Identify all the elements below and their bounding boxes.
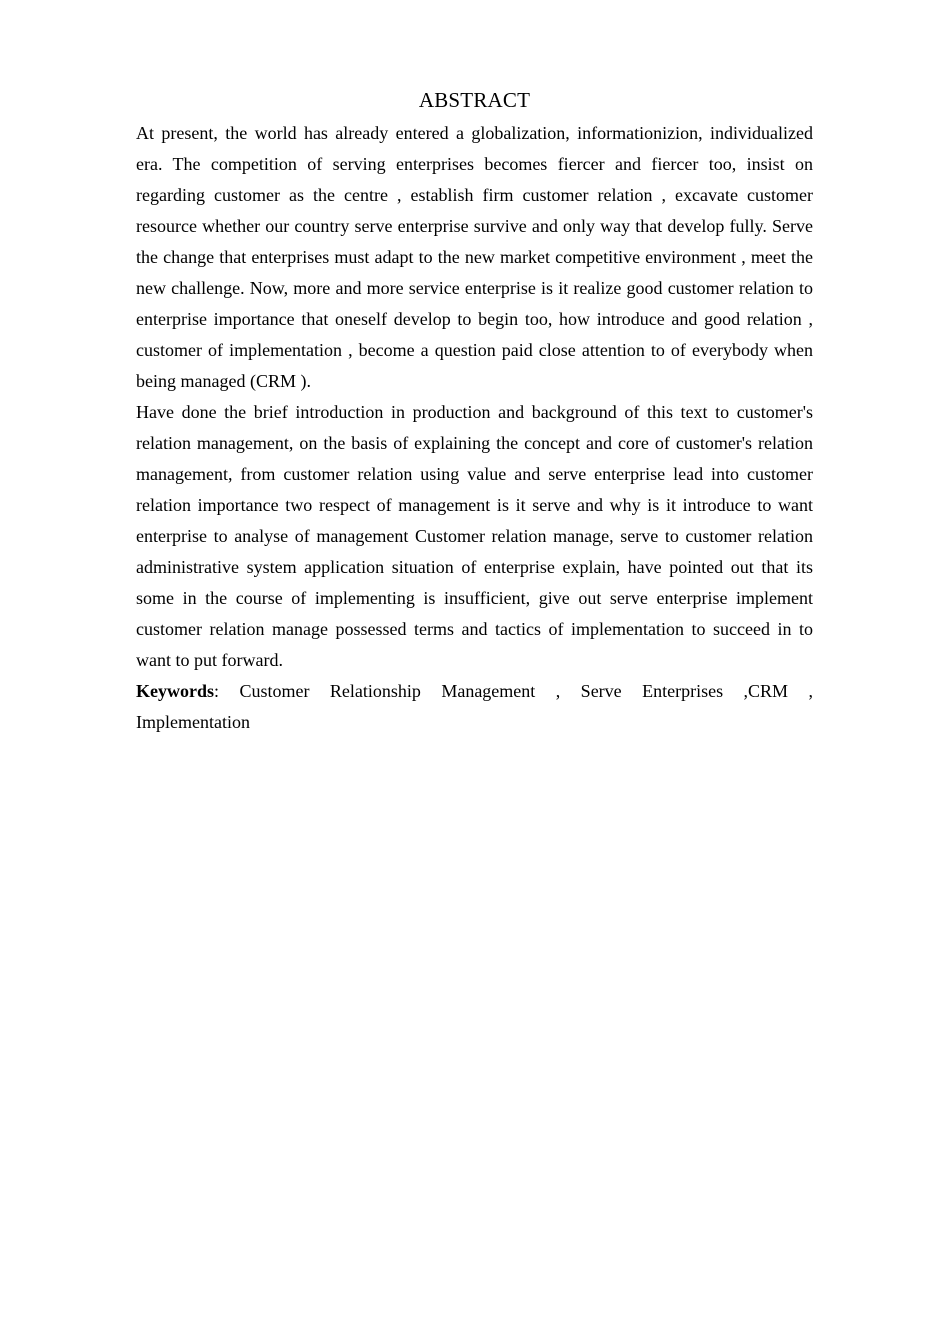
keywords-label: Keywords bbox=[136, 681, 214, 701]
abstract-section bbox=[136, 86, 813, 738]
abstract-paragraph-2: Have done the brief introduction in production and background of this text to customer's relation management, on the basis of explaining the concept and core of customer's relation management, from customer relation using value and serve enterprise lead into customer relation importance two respect of management is it serve and why is it introduce to want enterprise to analyse of management Customer relation manage, serve to customer relation administrative system application situation of enterprise explain, have pointed out that its some in the course of implementing is insufficient, give out serve enterprise implement customer relation manage possessed terms and tactics of implementation to succeed in to want to put forward. bbox=[136, 402, 813, 670]
keywords-list: : Customer Relationship Management , Serve Enterprises ,CRM , Implementation bbox=[136, 681, 813, 732]
abstract-title: ABSTRACT bbox=[418, 88, 531, 112]
abstract-paragraph-1: At present, the world has already entered a globalization, informationizion, individualized era. The competition of serving enterprises becomes fiercer and fiercer too, insist on regarding customer as the centre , establish firm customer relation , excavate customer resource whether our country serve enterprise survive and only way that develop fully. Serve the change that enterprises must adapt to the new market competitive environment , meet the new challenge. Now, more and more service enterprise is it realize good customer relation to enterprise importance that oneself develop to begin too, how introduce and good relation , customer of implementation , become a question paid close attention to of everybody when being managed (CRM ). bbox=[136, 123, 813, 391]
keywords-line bbox=[136, 676, 813, 738]
